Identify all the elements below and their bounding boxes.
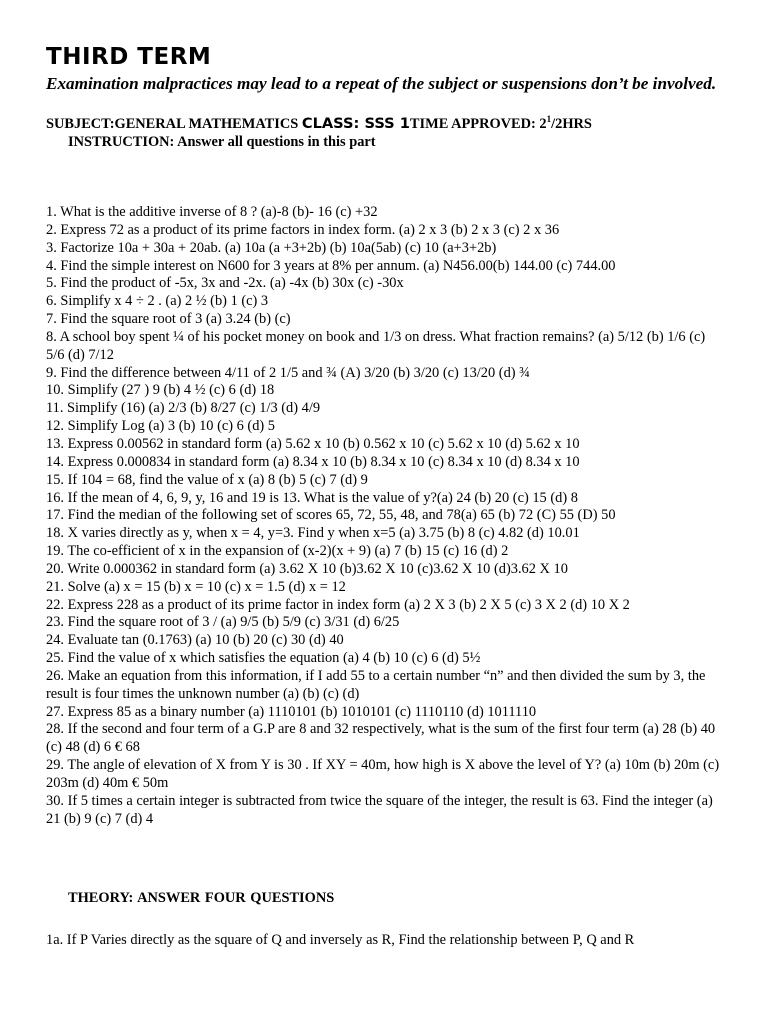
question-item: 16. If the mean of 4, 6, 9, y, 16 and 19 is 13. What is the value of y?(a) 24 (b) 20 (c) 15 (d) 8	[46, 489, 578, 506]
question-item: 27. Express 85 as a binary number (a) 1110101 (b) 1010101 (c) 1110110 (d) 1011110	[46, 703, 537, 720]
theory-heading: THEORY: ANSWER FOUR QUESTIONS	[68, 890, 335, 906]
subject-label: SUBJECT:GENERAL MATHEMATICS	[46, 116, 302, 132]
malpractice-warning: Examination malpractices may lead to a repeat of the subject or suspensions don’t be involved.	[46, 74, 717, 93]
question-item: 23. Find the square root of 3 / (a) 9/5 (b) 5/9 (c) 3/31 (d) 6/25	[46, 614, 400, 631]
page-title: THIRD TERM	[46, 44, 212, 70]
question-item: 2. Express 72 as a product of its prime factors in index form. (a) 2 x 3 (b) 2 x 3 (c) 2 x 36	[46, 221, 560, 238]
class-label: CLASS: SSS 1	[301, 115, 410, 132]
question-item: 20. Write 0.000362 in standard form (a) 3.62 X 10 (b)3.62 X 10 (c)3.62 X 10 (d)3.62 X 10	[46, 560, 568, 577]
time-fraction-rest: /2HRS	[551, 116, 592, 132]
question-item: 10. Simplify (27 ) 9 (b) 4 ½ (c) 6 (d) 18	[46, 382, 275, 399]
time-label: TIME APPROVED: 2	[409, 116, 547, 132]
question-item: 28. If the second and four term of a G.P are 8 and 32 respectively, what is the sum of the first four term (a) 28 (b) 40 (c) 48 (d) 6 € 68	[46, 721, 716, 756]
question-item: 1. What is the additive inverse of 8 ? (a)-8 (b)- 16 (c) +32	[46, 204, 378, 220]
question-item: 18. X varies directly as y, when x = 4, y=3. Find y when x=5 (a) 3.75 (b) 8 (c) 4.82 (d) 10.01	[46, 525, 580, 542]
question-item: 25. Find the value of x which satisfies the equation (a) 4 (b) 10 (c) 6 (d) 5½	[46, 650, 481, 667]
question-item: 30. If 5 times a certain integer is subtracted from twice the square of the integer, the result is 63. Find the integer (a) 21 (b) 9 (c) 7 (d) 4	[46, 792, 713, 827]
theory-question-1a: 1a. If P Varies directly as the square of Q and inversely as R, Find the relationship between P, Q and R	[46, 932, 635, 948]
objective-question-list	[46, 204, 726, 829]
subject-line	[46, 115, 592, 133]
question-item: 4. Find the simple interest on N600 for 3 years at 8% per annum. (a) N456.00(b) 144.00 (c) 744.00	[46, 257, 616, 274]
question-item: 19. The co-efficient of x in the expansion of (x-2)(x + 9) (a) 7 (b) 15 (c) 16 (d) 2	[46, 543, 509, 560]
question-item: 5. Find the product of -5x, 3x and -2x. (a) -4x (b) 30x (c) -30x	[46, 275, 404, 292]
question-item: 13. Express 0.00562 in standard form (a) 5.62 x 10 (b) 0.562 x 10 (c) 5.62 x 10 (d) 5.62 x 10	[46, 435, 580, 452]
question-item: 17. Find the median of the following set of scores 65, 72, 55, 48, and 78(a) 65 (b) 72 (C) 55 (D) 50	[46, 507, 616, 524]
question-item: 24. Evaluate tan (0.1763) (a) 10 (b) 20 (c) 30 (d) 40	[46, 632, 344, 649]
question-item: 15. If 104 = 68, find the value of x (a) 8 (b) 5 (c) 7 (d) 9	[46, 471, 368, 488]
question-item: 26. Make an equation from this information, if I add 55 to a certain number “n” and then divided the sum by 3, the result is four times the unknown number (a) (b) (c) (d)	[46, 667, 706, 702]
time-fraction-numerator: 1	[546, 114, 552, 124]
instruction: INSTRUCTION: Answer all questions in this part	[68, 134, 376, 150]
question-item: 9. Find the difference between 4/11 of 2 1/5 and ¾ (A) 3/20 (b) 3/20 (c) 13/20 (d) ¾	[46, 364, 530, 381]
question-item: 7. Find the square root of 3 (a) 3.24 (b) (c)	[46, 311, 291, 328]
question-item: 29. The angle of elevation of X from Y is 30 . If XY = 40m, how high is X above the level of Y? (a) 10m (b) 20m (c) 203m (d) 40m € 50m	[46, 757, 720, 791]
question-item: 11. Simplify (16) (a) 2/3 (b) 8/27 (c) 1/3 (d) 4/9	[46, 400, 321, 417]
question-item: 14. Express 0.000834 in standard form (a) 8.34 x 10 (b) 8.34 x 10 (c) 8.34 x 10 (d) 8.34 x 10	[46, 453, 580, 470]
question-item: 3. Factorize 10a + 30a + 20ab. (a) 10a (a +3+2b) (b) 10a(5ab) (c) 10 (a+3+2b)	[46, 239, 497, 256]
question-item: 12. Simplify Log (a) 3 (b) 10 (c) 6 (d) 5	[46, 418, 275, 435]
question-item: 8. A school boy spent ¼ of his pocket money on book and 1/3 on dress. What fraction remains? (a) 5/12 (b) 1/6 (c) 5/6 (d) 7/12	[46, 328, 706, 363]
question-item: 21. Solve (a) x = 15 (b) x = 10 (c) x = 1.5 (d) x = 12	[46, 578, 346, 595]
question-item: 6. Simplify x 4 ÷ 2 . (a) 2 ½ (b) 1 (c) 3	[46, 293, 269, 310]
question-item: 22. Express 228 as a product of its prime factor in index form (a) 2 X 3 (b) 2 X 5 (c) 3 X 2 (d) 10 X 2	[46, 596, 630, 613]
